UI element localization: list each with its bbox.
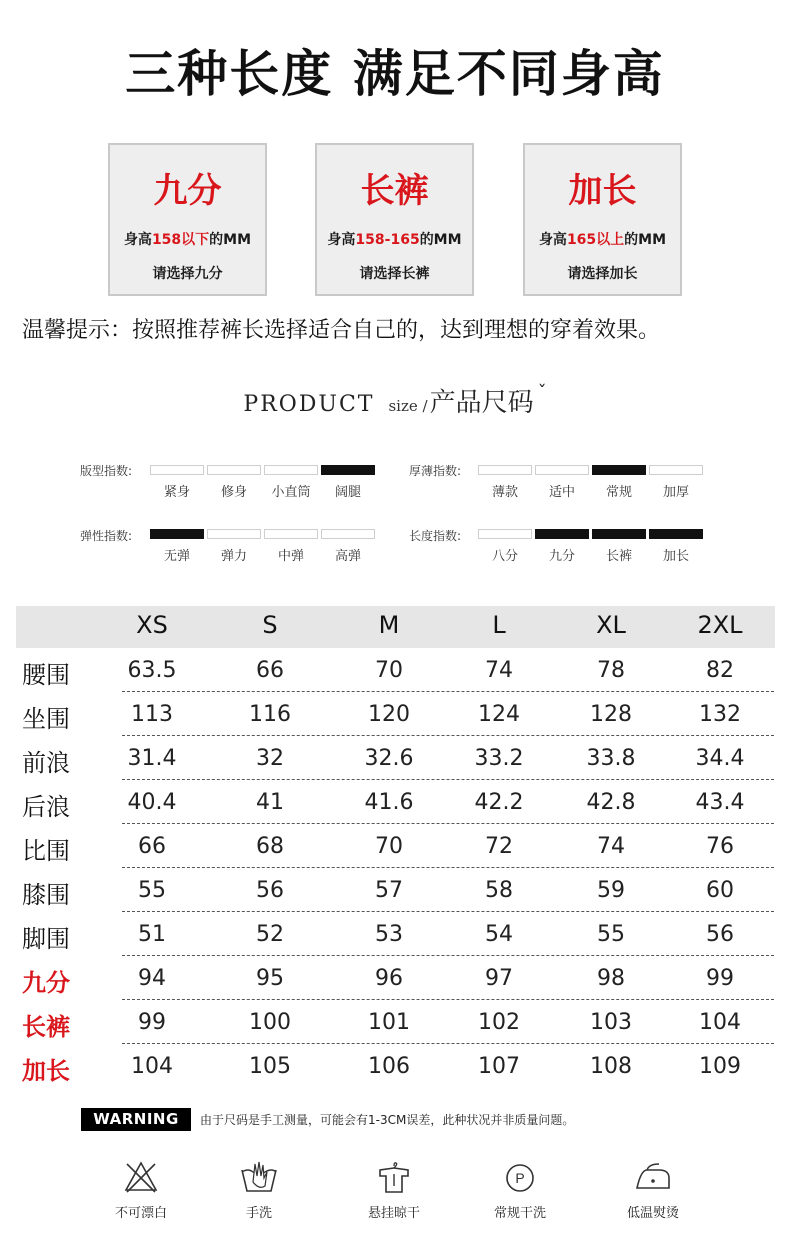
index-bar [264, 465, 318, 475]
row-divider [122, 955, 774, 956]
size-cell: 104 [131, 1054, 173, 1079]
hand-wash-icon [239, 1160, 279, 1194]
size-cell: 124 [478, 702, 520, 727]
index-option: 九分 [548, 549, 575, 564]
index-bar [207, 465, 261, 475]
row-divider [122, 867, 774, 868]
index-bar [649, 529, 703, 539]
size-column-header: XL [596, 611, 626, 639]
index-option: 适中 [548, 485, 575, 500]
index-bar [649, 465, 703, 475]
index-option: 长裤 [605, 549, 632, 564]
size-cell: 95 [256, 966, 284, 991]
index-option: 高弹 [334, 549, 361, 564]
size-cell: 104 [699, 1010, 741, 1035]
length-card-jiachang [523, 143, 682, 296]
low-iron-icon [633, 1160, 673, 1194]
card-height-range: 身高165以上的MM [538, 232, 667, 248]
size-cell: 32.6 [364, 746, 414, 771]
hang-dry-icon [374, 1160, 414, 1194]
care-label: 悬挂晾干 [367, 1206, 420, 1221]
care-low-iron [598, 1160, 708, 1221]
product-cn: 产品尺码 [429, 388, 534, 418]
size-cell: 106 [368, 1054, 410, 1079]
size-cell: 51 [138, 922, 166, 947]
care-dry-clean [465, 1160, 575, 1221]
size-cell: 96 [375, 966, 403, 991]
size-cell: 41.6 [364, 790, 414, 815]
row-divider [122, 691, 774, 692]
index-bar [321, 529, 375, 539]
index-bar [150, 465, 204, 475]
row-label: 前浪 [22, 749, 70, 777]
index-bar [592, 529, 646, 539]
index-bar [264, 529, 318, 539]
index-bar [478, 465, 532, 475]
size-cell: 74 [597, 834, 625, 859]
size-cell: 54 [485, 922, 513, 947]
card-recommendation: 请选择加长 [567, 266, 638, 282]
size-column-header: XS [136, 611, 168, 639]
care-hand-wash [204, 1160, 314, 1221]
card-recommendation: 请选择九分 [152, 266, 223, 282]
index-bar [321, 465, 375, 475]
size-column-header: L [492, 611, 506, 639]
size-cell: 63.5 [127, 658, 177, 683]
index-bar [207, 529, 261, 539]
index-option: 弹力 [220, 549, 247, 564]
dry-clean-icon [502, 1160, 538, 1194]
row-label: 长裤 [22, 1013, 70, 1041]
size-cell: 74 [485, 658, 513, 683]
card-recommendation: 请选择长裤 [359, 266, 430, 282]
size-cell: 55 [138, 878, 166, 903]
row-divider [122, 735, 774, 736]
size-cell: 72 [485, 834, 513, 859]
card-title: 长裤 [360, 171, 429, 211]
length-card-jiufen [108, 143, 267, 296]
size-cell: 103 [590, 1010, 632, 1035]
size-cell: 66 [256, 658, 284, 683]
size-cell: 76 [706, 834, 734, 859]
index-label: 弹性指数: [80, 529, 133, 543]
size-label: size / [388, 397, 428, 415]
size-cell: 116 [249, 702, 291, 727]
size-cell: 97 [485, 966, 513, 991]
index-option: 加长 [662, 549, 689, 564]
row-label: 腰围 [22, 661, 70, 689]
size-cell: 70 [375, 834, 403, 859]
size-cell: 120 [368, 702, 410, 727]
card-title: 九分 [153, 171, 222, 211]
warning-text: 由于尺码是手工测量，可能会有1-3CM误差，此种状况并非质量问题。 [200, 1113, 575, 1127]
product-size-heading [0, 382, 790, 419]
tip-text: 温馨提示：按照推荐裤长选择适合自己的，达到理想的穿着效果。 [22, 318, 661, 343]
index-bar [592, 465, 646, 475]
row-label: 脚围 [22, 925, 70, 953]
size-cell: 132 [699, 702, 741, 727]
card-height-range: 身高158-165的MM [327, 232, 462, 248]
size-cell: 42.8 [586, 790, 636, 815]
index-label: 厚薄指数: [409, 464, 462, 478]
size-column-header: 2XL [697, 611, 743, 639]
size-cell: 56 [256, 878, 284, 903]
size-cell: 32 [256, 746, 284, 771]
index-option: 小直筒 [271, 485, 311, 500]
index-option: 常规 [605, 485, 632, 500]
care-no-bleach [86, 1160, 196, 1221]
size-cell: 52 [256, 922, 284, 947]
size-cell: 99 [706, 966, 734, 991]
row-label: 九分 [22, 969, 70, 997]
size-cell: 34.4 [695, 746, 745, 771]
size-cell: 53 [375, 922, 403, 947]
size-column-header: M [378, 611, 400, 639]
size-cell: 100 [249, 1010, 291, 1035]
index-option: 薄款 [491, 485, 518, 500]
care-label: 不可漂白 [114, 1206, 167, 1221]
row-label: 坐围 [22, 705, 70, 733]
card-height-range: 身高158以下的MM [123, 232, 252, 248]
index-bar [478, 529, 532, 539]
size-cell: 43.4 [695, 790, 745, 815]
size-cell: 41 [256, 790, 284, 815]
index-option: 修身 [220, 485, 247, 500]
row-label: 加长 [22, 1057, 70, 1085]
size-cell: 60 [706, 878, 734, 903]
size-cell: 33.8 [586, 746, 636, 771]
row-divider [122, 999, 774, 1000]
size-cell: 107 [478, 1054, 520, 1079]
size-cell: 66 [138, 834, 166, 859]
size-cell: 105 [249, 1054, 291, 1079]
size-cell: 102 [478, 1010, 520, 1035]
row-divider [122, 823, 774, 824]
size-column-header: S [262, 611, 278, 639]
size-cell: 33.2 [474, 746, 524, 771]
index-label: 版型指数: [80, 464, 133, 478]
index-option: 八分 [491, 549, 518, 564]
size-cell: 42.2 [474, 790, 524, 815]
index-option: 紧身 [163, 485, 190, 500]
size-cell: 31.4 [127, 746, 177, 771]
row-label: 后浪 [22, 793, 70, 821]
size-cell: 78 [597, 658, 625, 683]
product-en: PRODUCT [243, 392, 375, 417]
no-bleach-icon [123, 1160, 159, 1194]
size-cell: 109 [699, 1054, 741, 1079]
size-cell: 59 [597, 878, 625, 903]
size-cell: 113 [131, 702, 173, 727]
index-option: 无弹 [163, 549, 190, 564]
size-cell: 70 [375, 658, 403, 683]
size-cell: 40.4 [127, 790, 177, 815]
care-hang-dry [339, 1160, 449, 1221]
size-cell: 58 [485, 878, 513, 903]
size-cell: 68 [256, 834, 284, 859]
warning-badge: WARNING [81, 1108, 191, 1131]
size-cell: 55 [597, 922, 625, 947]
row-divider [122, 1043, 774, 1044]
care-label: 手洗 [245, 1206, 272, 1221]
row-divider [122, 911, 774, 912]
length-card-changku [315, 143, 474, 296]
size-cell: 101 [368, 1010, 410, 1035]
index-option: 中弹 [277, 549, 304, 564]
index-option: 阔腿 [334, 485, 361, 500]
size-cell: 128 [590, 702, 632, 727]
care-label: 低温熨烫 [626, 1206, 679, 1221]
decor-mark: ˇ [537, 382, 547, 403]
row-label: 膝围 [22, 881, 70, 909]
index-bar [535, 529, 589, 539]
row-label: 比围 [22, 837, 70, 865]
index-bar [150, 529, 204, 539]
index-option: 加厚 [662, 485, 689, 500]
size-cell: 94 [138, 966, 166, 991]
size-cell: 56 [706, 922, 734, 947]
svg-text:P: P [515, 1170, 525, 1186]
size-cell: 82 [706, 658, 734, 683]
size-cell: 98 [597, 966, 625, 991]
card-title: 加长 [568, 171, 637, 211]
size-cell: 108 [590, 1054, 632, 1079]
index-bar [535, 465, 589, 475]
size-cell: 99 [138, 1010, 166, 1035]
page-title: 三种长度 满足不同身高 [125, 45, 665, 103]
index-label: 长度指数: [409, 529, 462, 543]
row-divider [122, 779, 774, 780]
care-label: 常规干洗 [493, 1206, 546, 1221]
size-cell: 57 [375, 878, 403, 903]
